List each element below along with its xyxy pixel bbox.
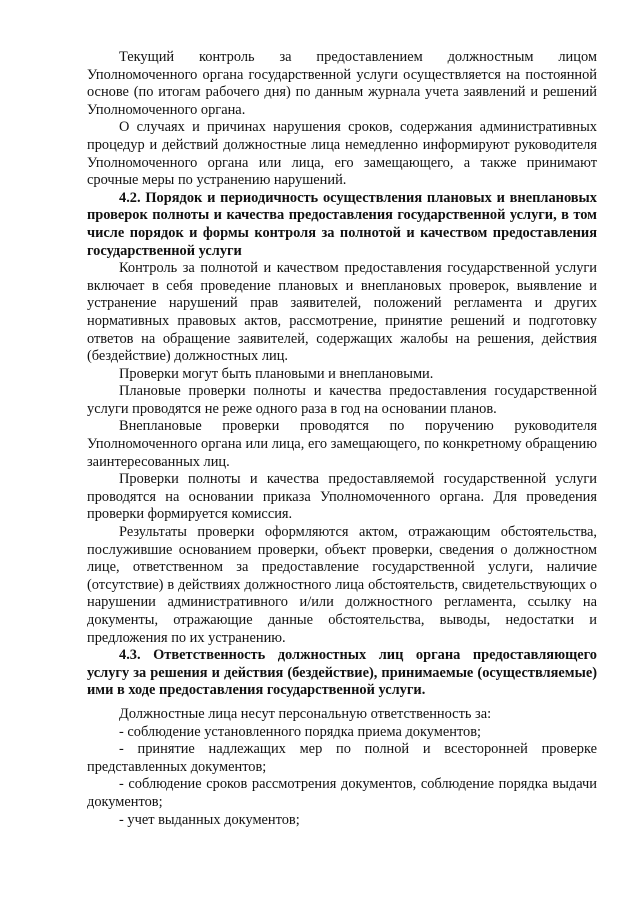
paragraph-quality-control: Контроль за полнотой и качеством предоставления государственной услуги включает в себя проведение плановых и внеплановых проверок, выявление и устранение нарушений прав заявителей, положений регламента и других нормативных правовых актов, рассмотрение, принятие решений и подготовку ответов на обращение заявителей, содержащих жалобы на решения, действия (бездействие) должностных лиц. [87,260,597,365]
paragraph-responsibility-intro: Должностные лица несут персональную ответственность за: [119,705,492,722]
section-heading-4-2: 4.2. Порядок и периодичность осуществления плановых и внеплановых проверок полноты и качества предоставления государственной услуги, в том числе порядок и формы контроля за полнотой и качеством предоставления государственной услуги [87,189,597,259]
list-item-document-verification: - принятие надлежащих мер по полной и всесторонней проверке представленных документов; [87,741,597,775]
paragraph-check-results: Результаты проверки оформляются актом, отражающим обстоятельства, послужившие основанием проверки, объект проверки, сведения о должностном лице, ответственном за предоставление государственной услуги, наличие (отсутствие) в действиях должностного лица обстоятельств, свидетельствующих о нарушении административного и/или должностного регламента, ссылку на документы, отражающие данные обстоятельства, выводы, недостатки и предложения по их устранению. [87,524,597,646]
paragraph-check-basis: Проверки полноты и качества предоставляемой государственной услуги проводятся на основании приказа Уполномоченного органа. Для проведения проверки формируется комиссия. [87,471,597,523]
document-page [87,49,597,829]
paragraph-current-control: Текущий контроль за предоставлением должностным лицом Уполномоченного органа государственной услуги осуществляется на постоянной основе (по итогам рабочего дня) по данным журнала учета заявлений и решений Уполномоченного органа. [87,49,597,118]
paragraph-planned-checks: Плановые проверки полноты и качества предоставления государственной услуги проводятся не реже одного раза в год на основании планов. [87,383,597,417]
paragraph-violations: О случаях и причинах нарушения сроков, содержания административных процедур и действий должностные лица немедленно информируют руководителя Уполномоченного органа или лица, его замещающего, а также принимают срочные меры по устранению нарушений. [87,119,597,189]
list-item-deadlines: - соблюдение сроков рассмотрения документов, соблюдение порядка выдачи документов; [87,776,597,810]
section-heading-4-3: 4.3. Ответственность должностных лиц органа предоставляющего услугу за решения и действия (бездействие), принимаемые (осуществляемые) ими в ходе предоставления государственной услуги. [87,647,597,699]
paragraph-check-types: Проверки могут быть плановыми и внеплановыми. [119,365,434,382]
list-item-document-reception: - соблюдение установленного порядка приема документов; [119,723,482,740]
paragraph-unplanned-checks: Внеплановые проверки проводятся по поручению руководителя Уполномоченного органа или лица, его замещающего, по конкретному обращению заинтересованных лиц. [87,418,597,470]
list-item-issued-documents: - учет выданных документов; [119,811,300,828]
